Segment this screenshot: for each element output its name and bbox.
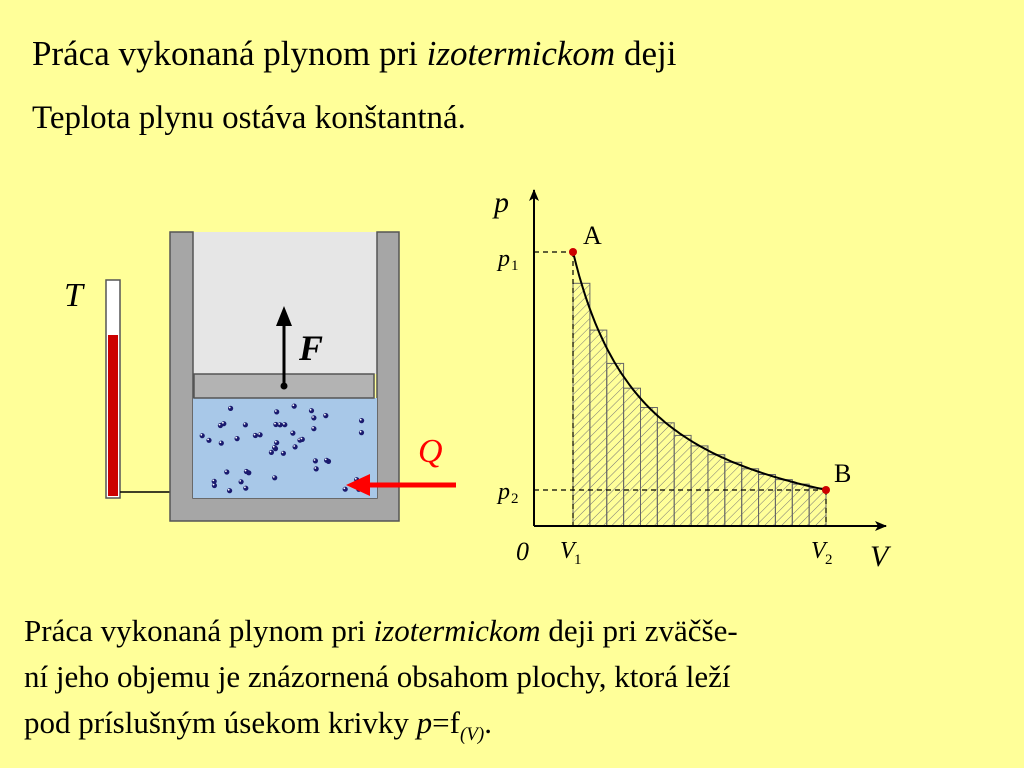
- gas-molecule-highlight: [282, 452, 284, 454]
- gas-molecule: [313, 458, 318, 463]
- gas-molecule: [314, 466, 319, 471]
- svg-text:p: p: [498, 479, 510, 505]
- gas-molecule-highlight: [228, 489, 230, 491]
- gas-molecule: [221, 421, 226, 426]
- area-strip: [657, 423, 674, 526]
- gas-molecule-highlight: [229, 407, 231, 409]
- p2-tick-label: [496, 479, 519, 507]
- gas-molecule: [258, 432, 263, 437]
- svg-text:V: V: [811, 538, 826, 564]
- gas-molecule: [235, 436, 240, 441]
- svg-text:2: 2: [825, 552, 833, 568]
- gas-molecule: [300, 437, 305, 442]
- description-line-2: ní jeho objemu je znázornená obsahom plochy, ktorá leží: [24, 659, 731, 694]
- v-axis-label: V: [870, 540, 889, 573]
- title-emphasis: izotermickom: [426, 34, 616, 73]
- gas-molecule: [278, 422, 283, 427]
- gas-molecule: [227, 488, 232, 493]
- force-label: F: [299, 328, 324, 368]
- gas-molecule: [323, 413, 328, 418]
- point-b-label: B: [834, 459, 852, 488]
- svg-text:1: 1: [574, 552, 582, 568]
- gas-molecule: [292, 404, 297, 409]
- gas-molecule: [309, 408, 314, 413]
- gas-molecule-highlight: [360, 431, 362, 433]
- gas-molecule-highlight: [273, 476, 275, 478]
- area-strip: [590, 330, 607, 526]
- point-a: [569, 248, 577, 256]
- gas-molecule: [200, 433, 205, 438]
- gas-molecule-highlight: [220, 441, 222, 443]
- point-a-label: A: [583, 221, 602, 250]
- gas-molecule: [359, 418, 364, 423]
- gas-molecule-highlight: [239, 480, 241, 482]
- gas-molecule-highlight: [314, 459, 316, 461]
- page-subtitle: Teplota plynu ostáva konštantná.: [32, 100, 466, 136]
- gas-molecule-highlight: [283, 423, 285, 425]
- gas-molecule: [311, 426, 316, 431]
- p-axis-label: p: [494, 186, 509, 219]
- p1-tick-label: [496, 246, 519, 274]
- gas-molecule-highlight: [245, 470, 247, 472]
- gas-molecule-highlight: [312, 427, 314, 429]
- area-strip: [742, 469, 759, 526]
- temperature-label: T: [64, 277, 83, 314]
- description: [24, 608, 1014, 758]
- gas-molecule: [282, 422, 287, 427]
- area-strip: [624, 388, 641, 526]
- area-strip: [674, 435, 691, 526]
- gas-molecule-highlight: [355, 478, 357, 480]
- gas-molecule: [244, 469, 249, 474]
- gas-molecule: [324, 458, 329, 463]
- gas-molecule-highlight: [310, 409, 312, 411]
- origin-label: 0: [516, 537, 529, 566]
- gas-molecule-highlight: [278, 423, 280, 425]
- gas-molecule-highlight: [219, 424, 221, 426]
- description-line-3: pod príslušným úsekom krivky $p=f_{(V)}$.: [24, 705, 492, 746]
- gas-molecule-highlight: [258, 433, 260, 435]
- area-strip: [809, 488, 826, 526]
- page-title: Práca vykonaná plynom pri izotermickom deji: [32, 34, 677, 73]
- area-strip: [641, 408, 658, 527]
- gas-molecule-highlight: [244, 486, 246, 488]
- gas-molecule-highlight: [225, 470, 227, 472]
- gas-molecule-highlight: [244, 423, 246, 425]
- gas-molecule-highlight: [293, 445, 295, 447]
- gas-molecule-highlight: [292, 404, 294, 406]
- svg-text:2: 2: [511, 491, 519, 507]
- gas-molecule-highlight: [301, 438, 303, 440]
- gas-molecule-highlight: [275, 441, 277, 443]
- gas-molecule-highlight: [212, 480, 214, 482]
- gas-molecule-highlight: [222, 422, 224, 424]
- gas-molecule-highlight: [274, 423, 276, 425]
- gas-molecule: [281, 451, 286, 456]
- gas-molecule: [311, 415, 316, 420]
- gas-molecule: [272, 445, 277, 450]
- gas-molecule-highlight: [343, 487, 345, 489]
- gas-molecule-highlight: [200, 434, 202, 436]
- gas-molecule-highlight: [325, 459, 327, 461]
- area-strip: [725, 462, 742, 526]
- gas-molecule: [293, 444, 298, 449]
- v1-tick-label: [560, 538, 582, 568]
- v2-tick-label: [811, 538, 833, 568]
- pv-chart: [492, 186, 892, 573]
- gas-molecule-highlight: [235, 437, 237, 439]
- gas-molecule-highlight: [207, 439, 209, 441]
- description-line-1: Práca vykonaná plynom pri izotermickom deji pri zväčše-: [24, 613, 738, 648]
- thermometer: [64, 277, 120, 498]
- gas-molecule-highlight: [270, 451, 272, 453]
- gas-molecule-highlight: [254, 434, 256, 436]
- gas-molecule: [274, 409, 279, 414]
- gas-molecule: [206, 438, 211, 443]
- gas-molecule-highlight: [275, 410, 277, 412]
- gas-molecule: [243, 486, 248, 491]
- gas-molecule-highlight: [360, 419, 362, 421]
- gas-molecule-highlight: [213, 484, 215, 486]
- gas-molecule: [272, 475, 277, 480]
- gas-molecule-highlight: [273, 446, 275, 448]
- thermometer-mercury: [108, 335, 118, 496]
- svg-text:V: V: [560, 538, 575, 564]
- gas-molecule: [239, 479, 244, 484]
- svg-text:1: 1: [511, 258, 519, 274]
- gas-molecule: [359, 430, 364, 435]
- area-strip: [607, 363, 624, 526]
- gas-molecule-highlight: [312, 416, 314, 418]
- area-strip: [691, 446, 708, 526]
- gas-molecule: [219, 441, 224, 446]
- area-strip: [759, 475, 776, 527]
- gas-molecule: [343, 487, 348, 492]
- gas-molecule-highlight: [314, 467, 316, 469]
- heat-label: Q: [418, 433, 443, 470]
- gas-molecule: [212, 483, 217, 488]
- gas-molecule: [224, 469, 229, 474]
- gas-molecule: [243, 422, 248, 427]
- point-b: [822, 486, 830, 494]
- gas-molecule: [253, 433, 258, 438]
- area-strip: [775, 480, 792, 526]
- gas-molecule-highlight: [291, 431, 293, 433]
- gas-molecule: [228, 406, 233, 411]
- gas-molecule-highlight: [324, 414, 326, 416]
- gas-molecule: [274, 440, 279, 445]
- gas-molecule: [290, 431, 295, 436]
- svg-text:p: p: [498, 246, 510, 272]
- gas-region: [193, 398, 377, 498]
- gas-molecule: [269, 450, 274, 455]
